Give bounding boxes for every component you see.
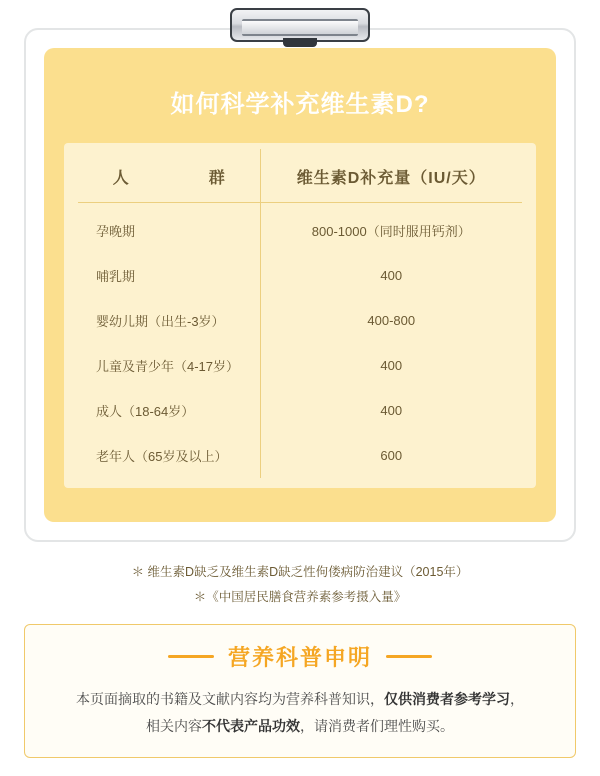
table-cell-dose: 400 [380,358,403,373]
statement-box [24,624,576,758]
table-cell-group: 哺乳期 [78,253,260,298]
statement-line-1 [39,686,561,713]
table-cell-dose: 600 [380,448,403,463]
table-cell-dose: 800-1000（同时服用钙剂） [311,224,471,239]
table-row [78,343,522,388]
table-cell-group: 儿童及青少年（4-17岁） [78,343,260,388]
board-inner [44,48,556,522]
footnotes [24,560,576,610]
statement-header [39,641,561,672]
statement-line-2 [39,713,561,740]
statement-line-2-a: 相关内容 [146,717,202,734]
vitamin-d-table-card [64,143,536,488]
footnote-2: ＊《中国居民膳食营养素参考摄入量》 [193,590,407,604]
rule-right-icon [386,655,432,658]
table-row [78,253,522,298]
table-cell-group: 婴幼儿期（出生-3岁） [78,298,260,343]
board [24,28,576,542]
rule-left-icon [168,655,214,658]
vitamin-d-table [78,149,522,478]
clipboard [24,28,576,542]
table-cell-group: 成人（18-64岁） [78,388,260,433]
statement-line-1-a: 本页面摘取的书籍及文献内容均为营养科普知识， [76,691,384,707]
table-cell-dose: 400 [380,268,403,283]
table-cell-dose: 400 [380,403,403,418]
clipboard-clip-icon [230,8,370,42]
statement-line-2-c: ，请消费者们理性购买。 [300,717,454,734]
table-row [78,388,522,433]
statement-line-1-c: ， [510,691,524,707]
table-cell-dose: 400-800 [367,313,416,328]
table-row [78,203,522,254]
table-cell-group: 孕晚期 [78,203,260,254]
table-row [78,298,522,343]
table-header-row [78,149,522,203]
page-title: 如何科学补充维生素D? [170,91,430,118]
statement-line-2-emphasis: 不代表产品功效 [202,717,300,734]
table-header-group: 人 群 [78,149,260,203]
table-row [78,433,522,478]
footnote-1: ＊ 维生素D缺乏及维生素D缺乏性佝偻病防治建议（2015年） [131,565,469,579]
table-cell-group: 老年人（65岁及以上） [78,433,260,478]
statement-line-1-emphasis: 仅供消费者参考学习 [384,691,510,707]
table-header-dose: 维生素D补充量（IU/天） [260,149,522,203]
statement-title: 营养科普申明 [227,645,372,670]
